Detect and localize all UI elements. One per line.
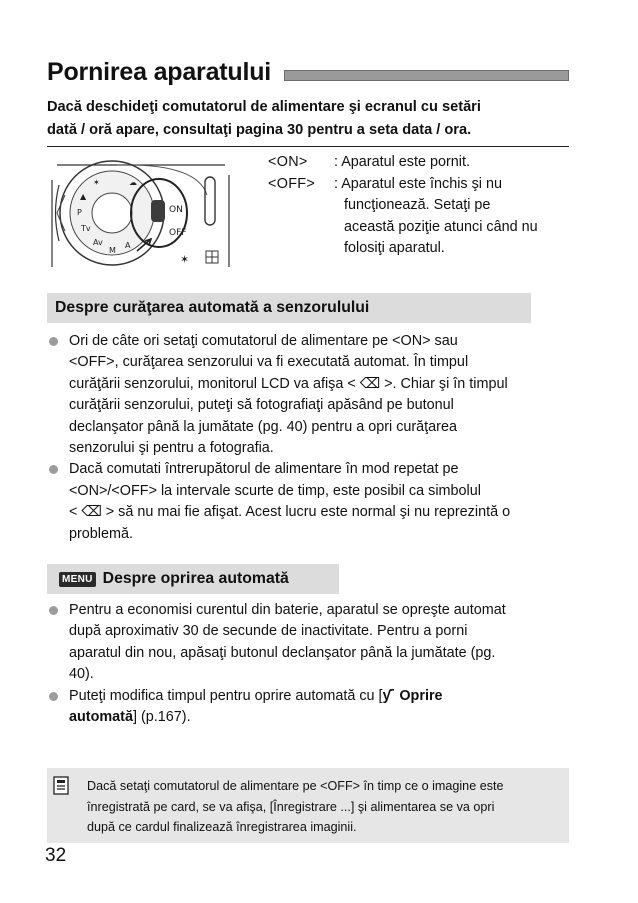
list-item	[47, 686, 567, 729]
intro-line: dată / oră apare, consultaţi pagina 30 pentru a seta data / ora.	[47, 122, 472, 138]
title-decoration-bar	[284, 70, 569, 81]
svg-text:Av: Av	[93, 238, 103, 247]
definition-off	[268, 174, 568, 260]
text-line: problemă.	[69, 525, 133, 542]
section-heading-auto-power-off	[47, 564, 339, 594]
page-number: 32	[45, 845, 67, 866]
text-line: curăţării senzorului, puteţi să fotografiaţi apăsând pe butonul	[69, 397, 454, 414]
svg-text:M: M	[109, 246, 116, 255]
text-line: declanşator până la jumătate (pg. 40) pentru a opri curăţarea	[69, 418, 457, 435]
svg-text:P: P	[77, 208, 82, 217]
dial-off-label: OFF	[169, 228, 187, 238]
text-line: 40).	[69, 666, 94, 683]
menu-reference: automată	[69, 709, 133, 726]
list-item	[47, 600, 567, 686]
text-line: <ON>/<OFF> la intervale scurte de timp, este posibil ca simbolul	[69, 482, 481, 499]
term: <OFF>	[268, 175, 316, 192]
note-box	[47, 768, 569, 843]
menu-icon: MENU	[59, 572, 96, 587]
sensor-cleaning-list	[47, 331, 567, 545]
text-line: Ori de câte ori setaţi comutatorul de alimentare pe <ON> sau	[69, 333, 458, 349]
description-line: : Aparatul este pornit.	[334, 154, 470, 170]
wrench-icon: ƴ˙	[382, 687, 396, 704]
power-switch-illustration	[47, 155, 235, 270]
dial-on-label: ON	[169, 205, 183, 215]
list-item	[47, 459, 567, 545]
text-line: <OFF>, curăţarea senzorului va fi executată automat. În timpul	[69, 354, 469, 371]
description-line: : Aparatul este închis şi nu	[334, 175, 502, 192]
note-icon	[53, 776, 69, 795]
text-line: Pentru a economisi curentul din baterie, aparatul se opreşte automat	[69, 602, 506, 618]
svg-text:✶: ✶	[93, 178, 100, 187]
text-line	[69, 707, 567, 728]
bullet-icon	[49, 606, 58, 615]
svg-text:✶: ✶	[180, 253, 190, 266]
title-row	[47, 58, 569, 92]
page-title: Pornirea aparatului	[47, 58, 272, 86]
svg-text:A: A	[125, 241, 131, 250]
divider	[47, 146, 569, 147]
text-line	[69, 686, 567, 707]
description-line: folosiţi aparatul.	[344, 240, 445, 256]
bullet-icon	[49, 337, 58, 346]
note-line: Dacă setaţi comutatorul de alimentare pe <OFF> în timp ce o imagine este	[87, 779, 504, 793]
list-item	[47, 331, 567, 459]
text-line: curăţării senzorului, monitorul LCD va afişa < ⌫ >. Chiar şi în timpul	[69, 375, 508, 392]
note-text	[87, 776, 563, 838]
intro-line: Dacă deschideţi comutatorul de alimentare şi ecranul cu setări	[47, 99, 481, 115]
intro-text	[47, 96, 557, 142]
bullet-icon	[49, 465, 58, 474]
description-line: funcţionează. Setaţi pe	[344, 197, 491, 213]
definition-on	[268, 152, 568, 174]
term: <ON>	[268, 154, 308, 170]
svg-text:Tv: Tv	[81, 224, 91, 233]
text-line: aparatul din nou, apăsaţi butonul declanşator până la jumătate (pg.	[69, 644, 496, 661]
text-line: < ⌫ > să nu mai fie afişat. Acest lucru este normal şi nu reprezintă o	[69, 504, 511, 521]
text-line: Dacă comutati întrerupătorul de alimentare în mod repetat pe	[69, 461, 459, 478]
description-line: această poziţie atunci când nu	[344, 218, 538, 235]
bullet-icon	[49, 692, 58, 701]
section-heading-sensor-cleaning: Despre curăţarea automată a senzorulului	[47, 293, 531, 323]
text-line: senzorului şi pentru a fotografia.	[69, 440, 274, 457]
svg-text:☁: ☁	[129, 178, 137, 187]
svg-text:▲: ▲	[80, 192, 87, 201]
note-line: înregistrată pe card, se va afişa, [Înregistrare ...] şi alimentarea se va opri	[87, 799, 495, 814]
text-segment: ] (p.167).	[132, 709, 191, 726]
menu-reference: Oprire	[395, 687, 443, 704]
note-line: după ce cardul finalizează înregistrarea imaginii.	[87, 820, 357, 834]
text-segment: Puteţi modifica timpul pentru oprire automată cu [	[69, 687, 383, 704]
text-line: după aproximativ 30 de secunde de inactivitate. Pentru a porni	[69, 623, 468, 640]
section-heading-text: Despre oprirea automată	[102, 570, 289, 587]
switch-positions	[268, 152, 568, 260]
auto-power-off-list	[47, 600, 567, 728]
